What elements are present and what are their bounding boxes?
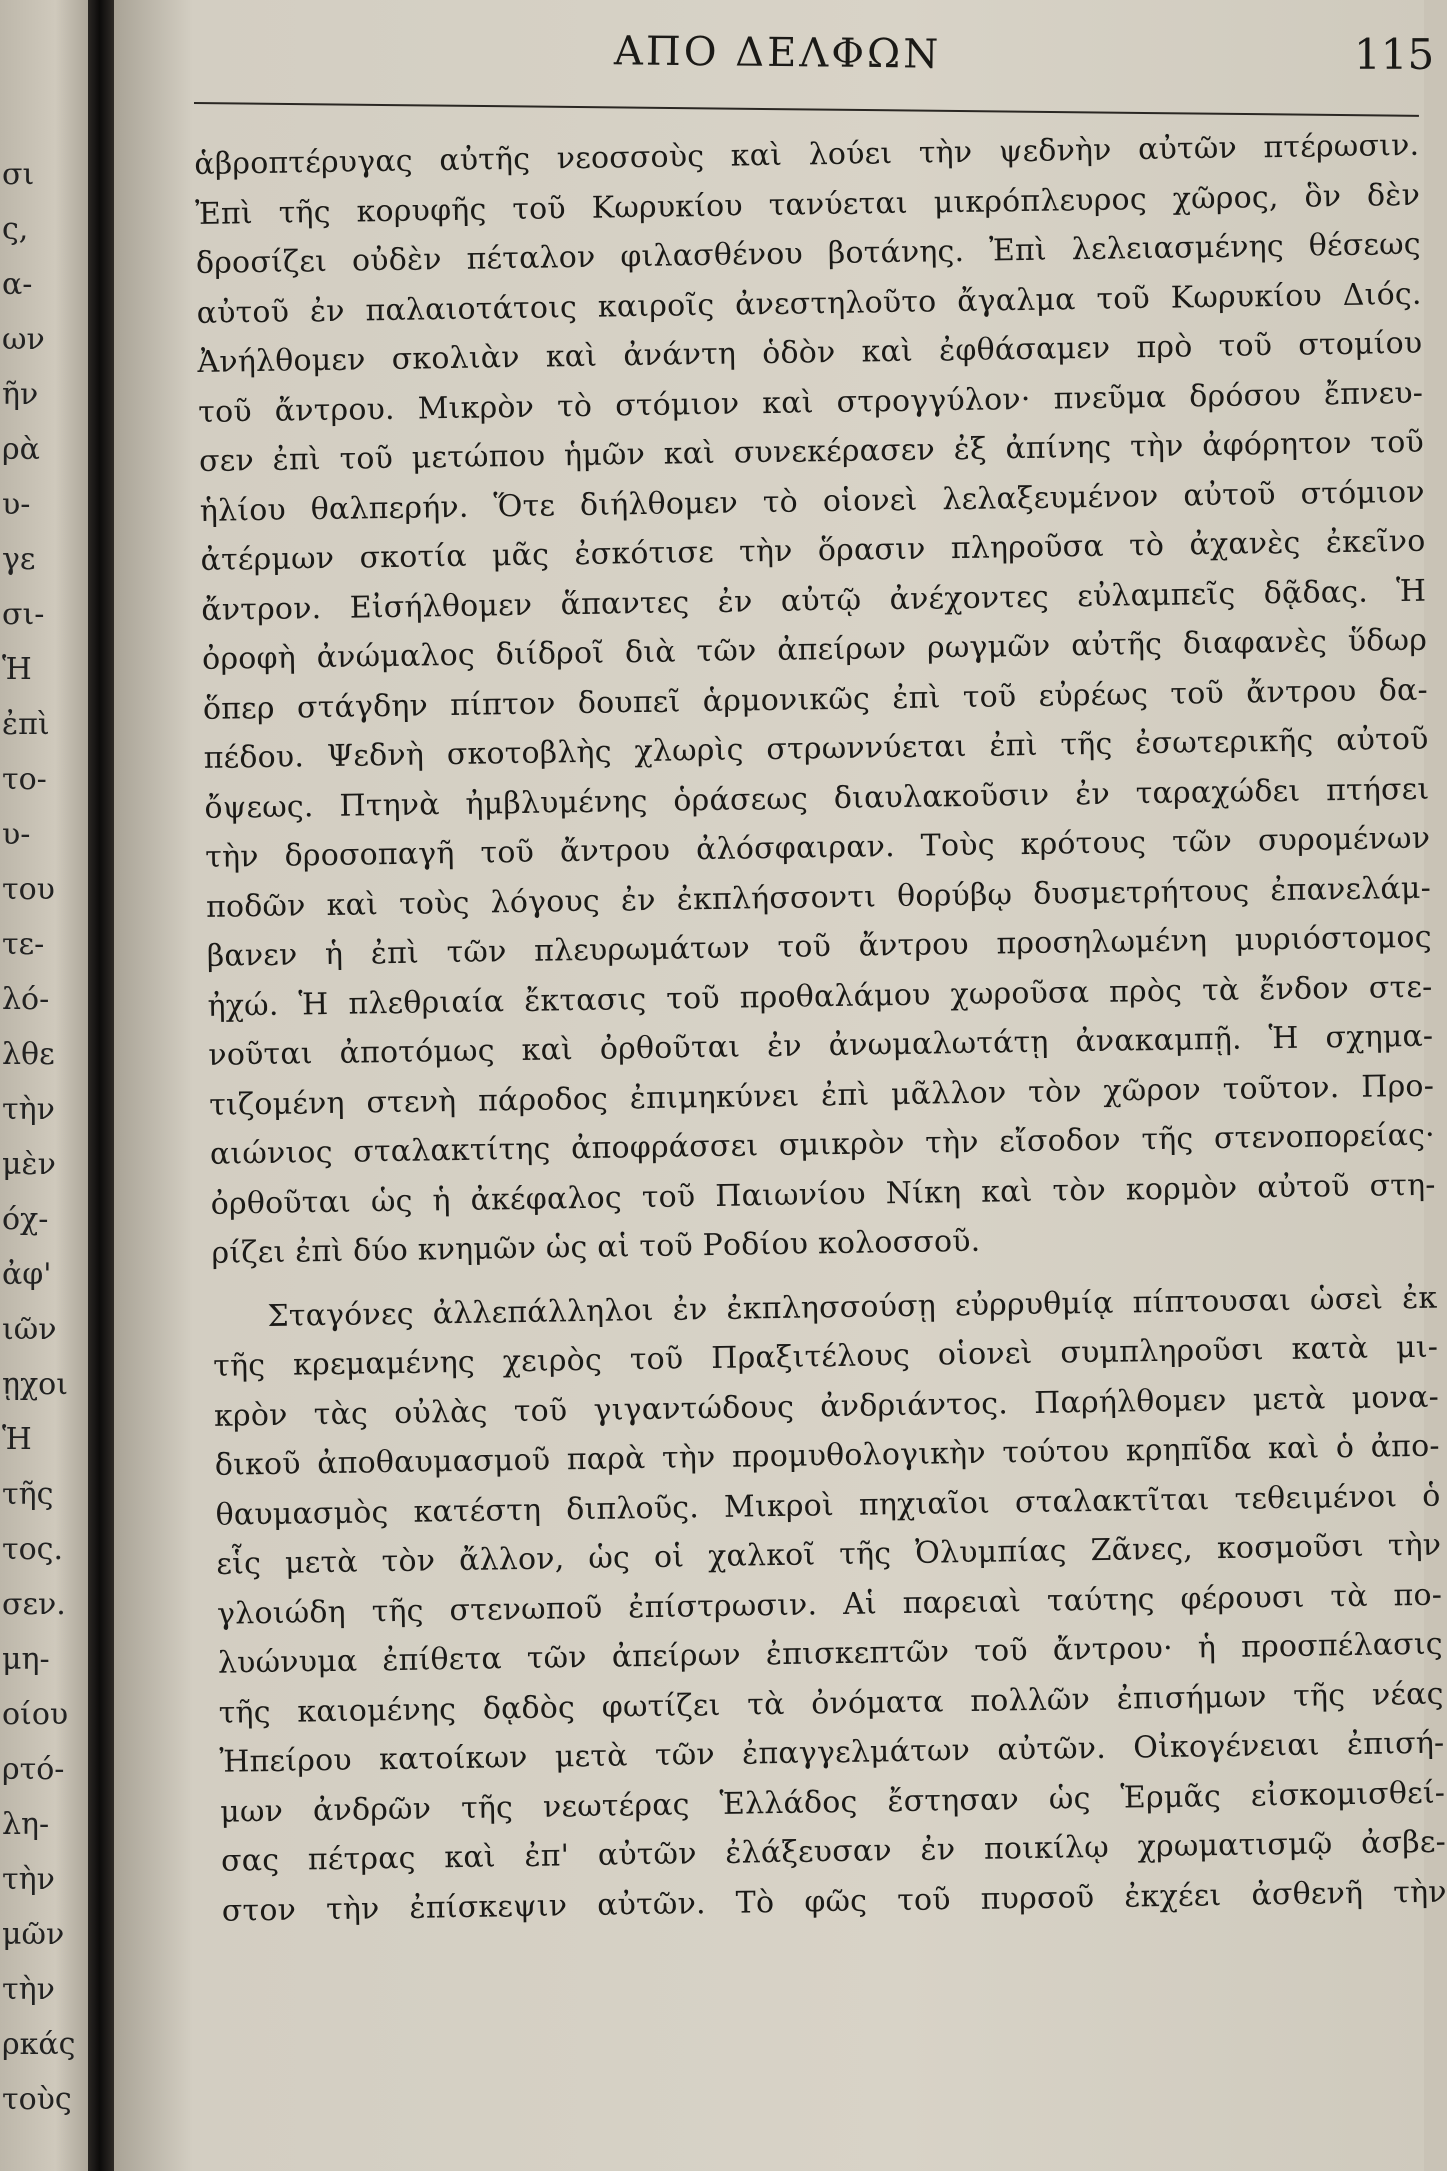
facing-page-fragment: τοὺς [2, 2082, 72, 2117]
facing-page-fragment: υ- [2, 487, 31, 522]
facing-page-fragment: Ἡ [2, 652, 32, 687]
text-line: πέδου. Ψεδνὴ σκοτοβλὴς χλωρὶς στρωννύεται ἐπὶ τῆς ἐσωτερικῆς αὐτοῦ [203, 721, 1429, 776]
facing-page-fragment: τὴν [2, 1862, 55, 1897]
facing-page-fragment: ιῶν [2, 1312, 57, 1347]
text-line: ἠχώ. Ἡ πλεθριαία ἔκτασις τοῦ προθαλάμου χωροῦσα πρὸς τὰ ἔνδον στε- [207, 969, 1433, 1024]
facing-page-fragment: λό- [2, 982, 50, 1017]
running-head: ΑΠΟ ΔΕΛΦΩΝ [613, 28, 942, 78]
text-line: τιζομένη στενὴ πάροδος ἐπιμηκύνει ἐπὶ μᾶλλον τὸν χῶρον τοῦτον. Προ- [208, 1068, 1435, 1123]
text-line: τῆς κρεμαμένης χειρὸς τοῦ Πραξιτέλους οἱονεὶ συμπληροῦσι κατὰ μι- [212, 1329, 1439, 1384]
facing-page-fragment: σι- [2, 597, 45, 632]
book-page [114, 0, 1447, 2171]
facing-page-fragment: τος. [2, 1532, 63, 1567]
facing-page-fragment: σι [2, 157, 35, 192]
text-line: ὀροφὴ ἀνώμαλος διίδροῖ διὰ τῶν ἀπείρων ρωγμῶν αὐτῆς διαφανὲς ὕδωρ [201, 622, 1428, 677]
text-line: Ἀνήλθομεν σκολιὰν καὶ ἀνάντη ὁδὸν καὶ ἐφθάσαμεν πρὸ τοῦ στομίου [197, 325, 1423, 380]
facing-page-fragment: ῆν [2, 377, 39, 412]
facing-page-fragment: τῆς [2, 1477, 54, 1512]
facing-page-fragment: οίου [2, 1697, 69, 1732]
text-line: ἀτέρμων σκοτία μᾶς ἐσκότισε τὴν ὅρασιν πληροῦσα τὸ ἀχανὲς ἐκεῖνο [200, 523, 1426, 578]
text-line: δροσίζει οὐδὲν πέταλον φιλασθένου βοτάνης. Ἐπὶ λελειασμένης θέσεως [195, 226, 1422, 281]
text-line: ὀρθοῦται ὡς ἡ ἀκέφαλος τοῦ Παιωνίου Νίκη καὶ τὸν κορμὸν αὐτοῦ στη- [210, 1167, 1436, 1222]
facing-page-fragment: του [2, 872, 55, 907]
text-line: τοῦ ἄντρου. Μικρὸν τὸ στόμιον καὶ στρογγύλον· πνεῦμα δρόσου ἔπνευ- [197, 375, 1424, 430]
text-line: ὄψεως. Πτηνὰ ἠμβλυμένης ὁράσεως διαυλακοῦσιν ἐν ταραχώδει πτήσει [204, 771, 1430, 826]
book-gutter [88, 0, 114, 2171]
facing-page-fragment: ρὰ [2, 432, 40, 467]
text-line: τῆς καιομένης δᾳδὸς φωτίζει τὰ ὀνόματα πολλῶν ἐπισήμων τῆς νέας [218, 1676, 1444, 1731]
facing-page-fragment: μῶν [2, 1917, 65, 1952]
facing-page-fragment: τὴν [2, 1092, 55, 1127]
text-line: βανεν ἡ ἐπὶ τῶν πλευρωμάτων τοῦ ἄντρου προσηλωμένη μυριόστομος [206, 919, 1432, 974]
facing-page-fragment: τε- [2, 927, 45, 962]
text-line: σεν ἐπὶ τοῦ μετώπου ἡμῶν καὶ συνεκέρασεν ἐξ ἀπίνης τὴν ἀφόρητον τοῦ [198, 424, 1425, 479]
text-line: λυώνυμα ἐπίθετα τῶν ἀπείρων ἐπισκεπτῶν τοῦ ἄντρου· ἡ προσπέλασις [217, 1626, 1444, 1681]
text-line: στον τὴν ἐπίσκεψιν αὐτῶν. Τὸ φῶς τοῦ πυρσοῦ ἐκχέει ἀσθενῆ τὴν [221, 1874, 1447, 1929]
facing-page-fragment: μη- [2, 1642, 50, 1677]
text-line: μων ἀνδρῶν τῆς νεωτέρας Ἑλλάδος ἔστησαν ὡς Ἑρμᾶς εἰσκομισθεί- [219, 1775, 1446, 1830]
facing-page-fragment: ἀφ' [2, 1257, 52, 1292]
text-line: ἄντρον. Εἰσήλθομεν ἅπαντες ἐν αὐτῷ ἀνέχοντες εὐλαμπεῖς δᾷδας. Ἡ [201, 573, 1427, 628]
text-line: αὐτοῦ ἐν παλαιοτάτοις καιροῖς ἀνεστηλοῦτο ἄγαλμα τοῦ Κωρυκίου Διός. [196, 276, 1422, 331]
body-text [194, 121, 1447, 1936]
text-line: ρίζει ἐπὶ δύο κνημῶν ὡς αἱ τοῦ Ροδίου κολοσσοῦ. [211, 1223, 981, 1271]
facing-page-fragment: α- [2, 267, 33, 302]
text-line: εἷς μετὰ τὸν ἄλλον, ὡς οἱ χαλκοῖ τῆς Ὀλυμπίας Ζᾶνες, κοσμοῦσι τὴν [216, 1527, 1442, 1582]
facing-page-fragment: ῃχοι [2, 1367, 68, 1402]
facing-page-fragment: το- [2, 762, 47, 797]
facing-page-fragment: όχ- [2, 1202, 49, 1237]
text-line: θαυμασμὸς κατέστη διπλοῦς. Μικροὶ πηχιαῖοι σταλακτῖται τεθειμένοι ὁ [215, 1478, 1441, 1533]
text-line: γλοιώδη τῆς στενωποῦ ἐπίστρωσιν. Αἱ παρειαὶ ταύτης φέρουσι τὰ πο- [216, 1577, 1443, 1632]
facing-page-fragment: ρτό- [2, 1752, 65, 1787]
facing-page-fragment: μὲν [2, 1147, 56, 1182]
text-line: ἡλίου θαλπερήν. Ὅτε διήλθομεν τὸ οἱονεὶ λελαξευμένον αὐτοῦ στόμιον [199, 474, 1425, 529]
facing-page-fragment: σεν. [2, 1587, 66, 1622]
text-line: Ἐπὶ τῆς κορυφῆς τοῦ Κωρυκίου τανύεται μικρόπλευρος χῶρος, ὃν δὲν [194, 177, 1421, 232]
facing-page-fragment: ων [2, 322, 45, 357]
text-line: Σταγόνες ἀλλεπάλληλοι ἐν ἐκπλησσούσῃ εὐρρυθμίᾳ πίπτουσαι ὡσεὶ ἐκ [267, 1280, 1438, 1334]
facing-page-fragment: ρκάς [2, 2027, 76, 2062]
facing-page-fragment: ς, [2, 212, 29, 247]
facing-page-fragment: Ἡ [2, 1422, 32, 1457]
text-line: ποδῶν καὶ τοὺς λόγους ἐν ἐκπλήσσοντι θορύβῳ δυσμετρήτους ἐπανελάμ- [205, 870, 1432, 925]
text-line: νοῦται ἀποτόμως καὶ ὀρθοῦται ἐν ἀνωμαλωτάτῃ ἀνακαμπῇ. Ἡ σχημα- [208, 1018, 1434, 1073]
text-line: Ἠπείρου κατοίκων μετὰ τῶν ἐπαγγελμάτων αὐτῶν. Οἰκογένειαι ἐπισή- [219, 1725, 1445, 1780]
text-line: τὴν δροσοπαγῆ τοῦ ἄντρου ἀλόσφαιραν. Τοὺς κρότους τῶν συρομένων [204, 820, 1431, 875]
text-line: ὅπερ στάγδην πίπτον δουπεῖ ἁρμονικῶς ἐπὶ τοῦ εὐρέως τοῦ ἄντρου δα- [202, 672, 1429, 727]
facing-page-fragment: ἐπὶ [2, 707, 50, 742]
facing-page-fragment: λη- [2, 1807, 50, 1842]
text-line: αιώνιος σταλακτίτης ἀποφράσσει σμικρὸν τὴν εἴσοδον τῆς στενοπορείας· [209, 1117, 1436, 1172]
facing-page-fragment: γε [2, 542, 36, 577]
facing-page-fragment: υ- [2, 817, 31, 852]
text-line: δικοῦ ἀποθαυμασμοῦ παρὰ τὴν προμυθολογικὴν τούτου κρηπῖδα καὶ ὁ ἀπο- [214, 1428, 1440, 1483]
facing-page-edge [0, 0, 92, 2171]
header-rule [194, 102, 1419, 117]
facing-page-fragment: τὴν [2, 1972, 55, 2007]
page-number: 115 [1354, 30, 1435, 79]
facing-page-fragment: λθε [2, 1037, 55, 1072]
text-line: σας πέτρας καὶ ἐπ' αὐτῶν ἐλάξευσαν ἐν ποικίλῳ χρωματισμῷ ἀσβε- [220, 1824, 1447, 1879]
text-line: κρὸν τὰς οὐλὰς τοῦ γιγαντώδους ἀνδριάντος. Παρήλθομεν μετὰ μονα- [213, 1379, 1440, 1434]
text-line: ἁβροπτέρυγας αὐτῆς νεοσσοὺς καὶ λούει τὴν ψεδνὴν αὐτῶν πτέρωσιν. [194, 127, 1420, 182]
